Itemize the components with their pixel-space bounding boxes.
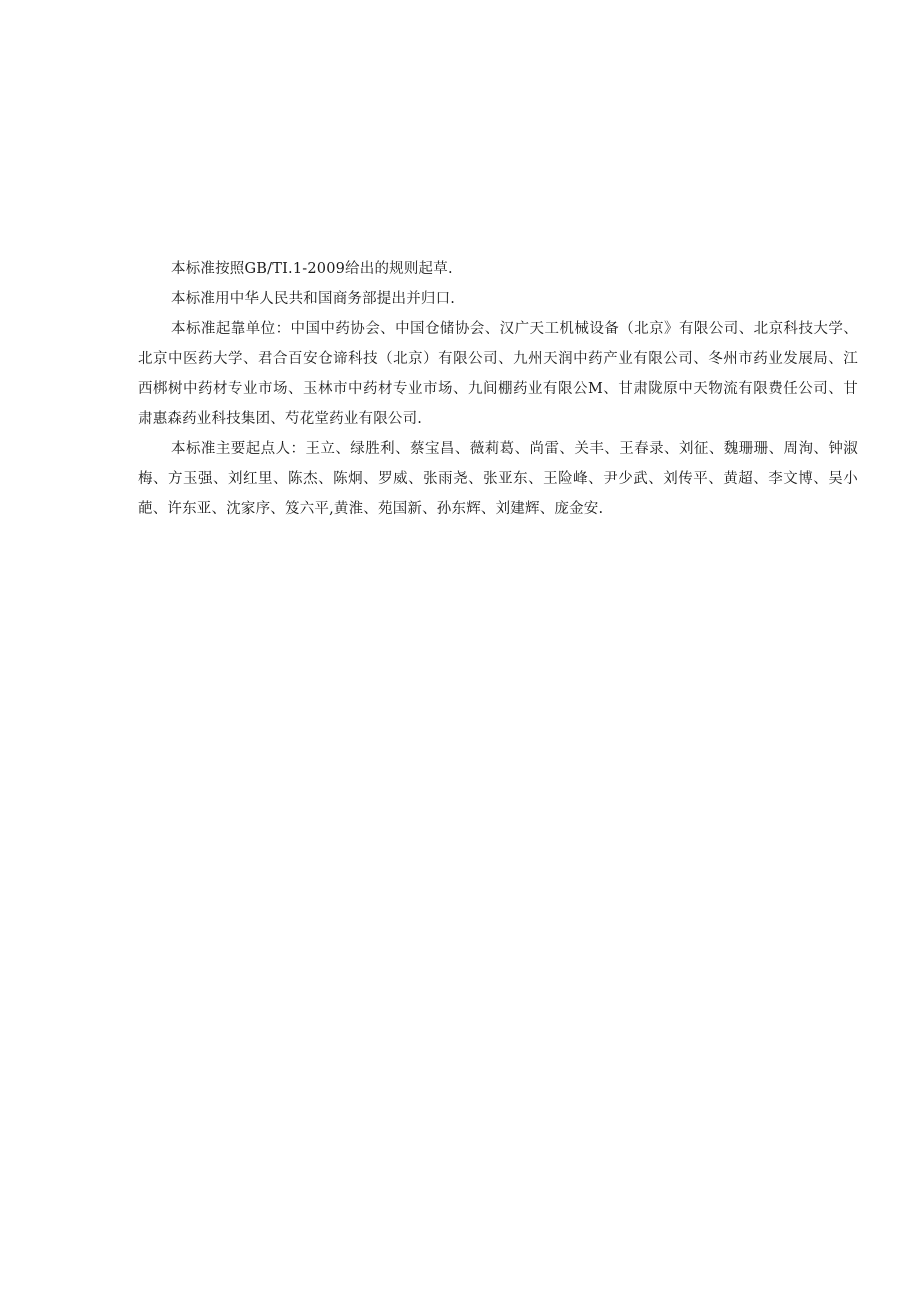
foreword-text xyxy=(138,254,858,524)
drafters-paragraph: 本标准主要起点人：王立、绿胜利、蔡宝昌、薇莉葛、尚雷、关丰、王春录、刘征、魏珊珊、周洵、钟淑梅、方玉强、刘红里、陈杰、陈炯、罗威、张雨尧、张亚东、王险峰、尹少武、刘传平、黄超、李文博、吴小葩、许东亚、沈家序、笈六平,黄淮、苑国新、孙东辉、刘建辉、庞金安. xyxy=(138,441,858,517)
proposer-paragraph: 本标准用中华人民共和国商务部提出并归口. xyxy=(171,291,456,307)
drafting-units-paragraph: 本标准起靠单位：中国中药协会、中国仓储协会、汉广天工机械设备（北京》有限公司、北京科技大学、北京中医药大学、君合百安仓谛科技（北京）有限公司、九州天润中药产业有限公司、冬州市药业发展局、江西梆树中药材专业市场、玉林市中药材专业市场、九间棚药业有限公M、甘肃陇原中天物流有限费任公司、甘肃惠森药业科技集团、芍花堂药业有限公司. xyxy=(138,321,858,427)
drafting-rules-paragraph: 本标准按照GB/TI.1-2009给出的规则起草. xyxy=(171,261,453,277)
